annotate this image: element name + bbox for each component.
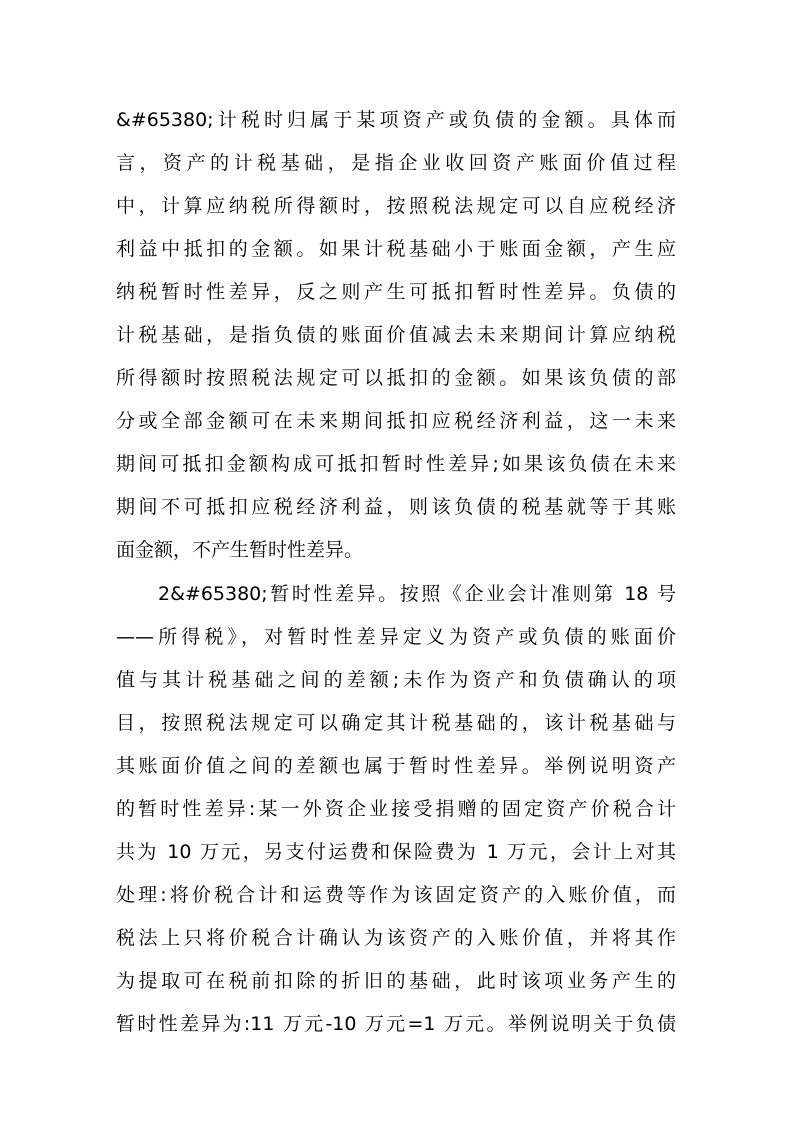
paragraph-2-line-9: 税法上只将价税合计确认为该资产的入账价值，并将其作 [116, 927, 676, 949]
paragraph-1-line-2: 言，资产的计税基础，是指企业收回资产账面价值过程 [116, 152, 676, 174]
paragraph-1-line-1: &#65380;计税时归属于某项资产或负债的金额。具体而 [116, 109, 676, 131]
paragraph-2-line-7: 共为 10 万元，另支付运费和保险费为 1 万元，会计上对其 [116, 841, 676, 863]
paragraph-2-line-2: ——所得税》，对暂时性差异定义为资产或负债的账面价 [116, 626, 676, 648]
paragraph-1-line-9: 期间可抵扣金额构成可抵扣暂时性差异;如果该负债在未来 [116, 453, 676, 475]
paragraph-1-line-5: 纳税暂时性差异，反之则产生可抵扣暂时性差异。负债的 [116, 281, 676, 303]
paragraph-2-line-3: 值与其计税基础之间的差额;未作为资产和负债确认的项 [116, 669, 676, 691]
paragraph-1-line-4: 利益中抵扣的金额。如果计税基础小于账面金额，产生应 [116, 238, 676, 260]
paragraph-1-line-10: 期间不可抵扣应税经济利益，则该负债的税基就等于其账 [116, 496, 676, 518]
paragraph-2-line-10: 为提取可在税前扣除的折旧的基础，此时该项业务产生的 [116, 970, 676, 992]
paragraph-2-line-8: 处理:将价税合计和运费等作为该固定资产的入账价值，而 [116, 884, 676, 906]
paragraph-2-line-6: 的暂时性差异:某一外资企业接受捐赠的固定资产价税合计 [116, 798, 676, 820]
paragraph-2-line-1: 2&#65380;暂时性差异。按照《企业会计准则第 18 号 [158, 583, 676, 605]
paragraph-1-line-8: 分或全部金额可在未来期间抵扣应税经济利益，这一未来 [116, 410, 676, 432]
paragraph-1-line-7: 所得额时按照税法规定可以抵扣的金额。如果该负债的部 [116, 367, 676, 389]
paragraph-1-line-3: 中，计算应纳税所得额时，按照税法规定可以自应税经济 [116, 195, 676, 217]
paragraph-2-line-11: 暂时性差异为:11 万元-10 万元=1 万元。举例说明关于负债 [116, 1013, 676, 1035]
paragraph-1-line-11: 面金额，不产生暂时性差异。 [116, 539, 364, 561]
paragraph-2-line-5: 其账面价值之间的差额也属于暂时性差异。举例说明资产 [116, 755, 676, 777]
paragraph-1-line-6: 计税基础，是指负债的账面价值减去未来期间计算应纳税 [116, 324, 676, 346]
paragraph-2-line-4: 目，按照税法规定可以确定其计税基础的，该计税基础与 [116, 712, 676, 734]
